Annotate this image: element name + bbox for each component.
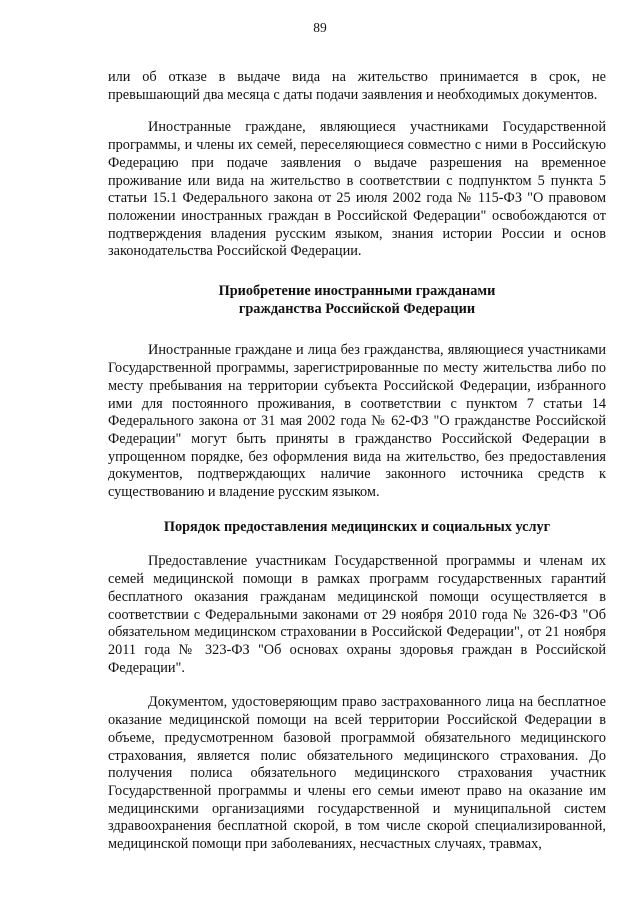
- paragraph-language-exemption: Иностранные граждане, являющиеся участниками Государственной программы, и члены их семей, переселяющиеся совместно с ними в Российскую Федерацию при подаче заявления о выдаче разрешения на временное проживание или вида на жительство в соответствии с подпунктом 5 пункта 5 статьи 15.1 Федерального закона от 25 июля 2002 года № 115-ФЗ "О правовом положении иностранных граждан в Российской Федерации" освобождаются от подтверждения владения русским языком, знания истории России и основ законодательства Российской Федерации.: [108, 119, 606, 260]
- document-body: [108, 69, 606, 854]
- section-heading-citizenship-line2: гражданства Российской Федерации: [238, 300, 476, 317]
- section-heading-medical-services: Порядок предоставления медицинских и социальных услуг: [163, 518, 551, 535]
- section-heading-citizenship: [108, 283, 606, 318]
- paragraph-medical-assistance: Предоставление участникам Государственной программы и членам их семей медицинской помощи в рамках программ государственных гарантий бесплатного оказания гражданам медицинской помощи осуществляется в соответствии с Федеральными законами от 29 ноября 2010 года № 326-ФЗ "Об обязательном медицинском страховании в Российской Федерации", от 21 ноября 2011 года № 323-ФЗ "Об основах охраны здоровья граждан в Российской Федерации".: [108, 553, 606, 676]
- page-number: 89: [313, 20, 327, 35]
- section-heading-citizenship-line1: Приобретение иностранными гражданами: [218, 283, 496, 300]
- paragraph-insurance-policy: Документом, удостоверяющим право застрахованного лица на бесплатное оказание медицинской помощи на всей территории Российской Федерации в объеме, предусмотренном базовой программой обязательного медицинского страхования, является полис обязательного медицинского страхования. До получения полиса обязательного медицинского страхования участник Государственной программы и члены его семьи имеют право на оказание им медицинскими организациями государственной и муниципальной систем здравоохранения бесплатной скорой, в том числе скорой специализированной, медицинской помощи при заболеваниях, несчастных случаях, травмах,: [108, 694, 606, 853]
- paragraph-citizenship: Иностранные граждане и лица без гражданства, являющиеся участниками Государственной программы, зарегистрированные по месту жительства либо по месту пребывания на территории субъекта Российской Федерации, избранного ими для постоянного проживания, в соответствии с пунктом 7 статьи 14 Федерального закона от 31 мая 2002 года № 62-ФЗ "О гражданстве Российской Федерации" могут быть приняты в гражданство Российской Федерации в упрощенном порядке, без оформления вида на жительство, без предоставления документов, подтверждающих наличие законного источника средств к существованию и владение русским языком.: [108, 342, 606, 501]
- paragraph-continuation: или об отказе в выдаче вида на жительство принимается в срок, не превышающий два месяца с даты подачи заявления и необходимых документов.: [108, 69, 606, 103]
